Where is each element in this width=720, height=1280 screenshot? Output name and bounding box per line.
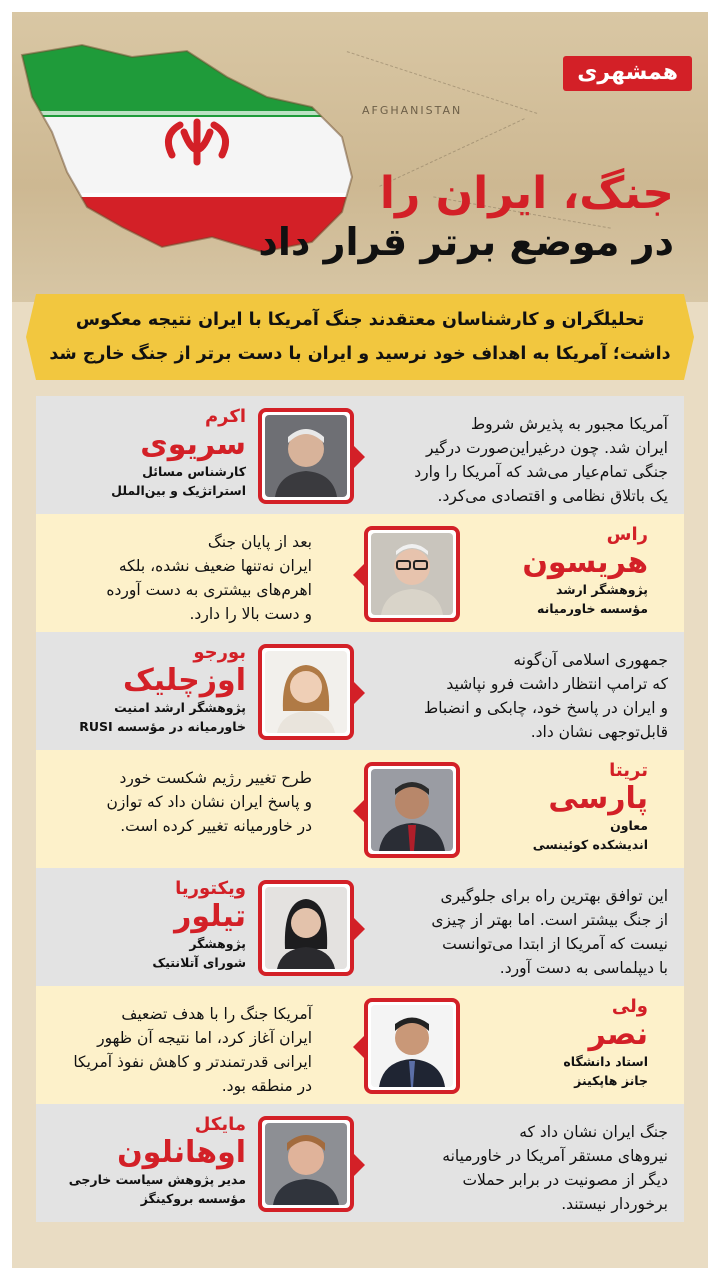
summary-banner	[36, 294, 684, 380]
hamshahri-logo: همشهری	[563, 56, 692, 91]
expert-last-name: هریسون	[522, 545, 648, 580]
headline-line-1: جنگ، ایران را	[379, 168, 674, 219]
expert-first-name: مایکل	[194, 1114, 246, 1135]
quote-line: ایران نه‌تنها ضعیف نشده، بلکه	[118, 557, 312, 575]
expert-last-name: سریوی	[140, 427, 246, 462]
quote-line: جنگی تمام‌عیار می‌شد که آمریکا را وارد	[414, 463, 668, 481]
expert-role: معاون	[610, 818, 648, 833]
expert-quote	[22, 530, 312, 626]
expert-last-name: اوهانلون	[117, 1135, 246, 1170]
expert-affiliation: مؤسسه بروکینگز	[140, 1191, 246, 1206]
expert-row	[36, 396, 684, 514]
expert-quote	[378, 1120, 668, 1216]
quote-line: با دیپلماسی به دست آورد.	[499, 959, 668, 977]
quote-line: نیست که آمریکا از ابتدا می‌توانست	[442, 935, 668, 953]
quote-line: جنگ ایران نشان داد که	[519, 1123, 668, 1141]
map-label-afghanistan: AFGHANISTAN	[362, 104, 463, 117]
headline-line-2: در موضع برتر قرار داد	[258, 219, 674, 264]
expert-portrait	[258, 1116, 354, 1212]
expert-quote	[378, 884, 668, 980]
expert-first-name: راس	[606, 524, 648, 545]
expert-first-name: تریتا	[609, 760, 648, 781]
expert-role: کارشناس مسائل	[142, 464, 246, 479]
expert-portrait	[364, 526, 460, 622]
expert-last-name: اوزچلیک	[122, 663, 246, 698]
expert-name-block	[468, 760, 648, 854]
expert-affiliation: خاورمیانه در مؤسسه RUSI	[79, 719, 246, 734]
expert-name-block	[66, 406, 246, 500]
quote-line: ایرانی قدرتمندتر و کاهش نفوذ آمریکا	[73, 1053, 312, 1071]
quote-line: آمریکا مجبور به پذیرش شروط	[470, 415, 668, 433]
expert-last-name: پارسی	[548, 781, 648, 816]
expert-first-name: ویکتوریا	[175, 878, 246, 899]
quote-line: و پاسخ ایران نشان داد که توازن	[106, 793, 312, 811]
quote-line: دیگر از مصونیت در برابر حملات	[462, 1171, 668, 1189]
quote-line: برخوردار نیستند.	[561, 1195, 668, 1213]
expert-role: پژوهشگر ارشد	[555, 582, 648, 597]
expert-first-name: ولی	[611, 996, 648, 1017]
expert-affiliation: جانز هاپکینز	[574, 1073, 648, 1088]
expert-role: استاد دانشگاه	[563, 1054, 648, 1069]
expert-first-name: اکرم	[204, 406, 246, 427]
expert-portrait	[258, 880, 354, 976]
expert-affiliation: شورای آتلانتیک	[152, 955, 246, 970]
quote-line: اهرم‌های بیشتری به دست آورده	[106, 581, 312, 599]
quote-line: در منطقه بود.	[221, 1077, 312, 1095]
quote-line: و ایران در پاسخ خود، چابکی و انضباط	[423, 699, 668, 717]
quote-line: و دست بالا را دارد.	[189, 605, 312, 623]
expert-row	[36, 750, 684, 868]
expert-quote	[378, 648, 668, 744]
expert-portrait	[364, 762, 460, 858]
expert-role: پژوهشگر	[189, 936, 246, 951]
quote-line: جمهوری اسلامی آن‌گونه	[513, 651, 668, 669]
quote-line: ایران شد. چون درغیراین‌صورت درگیر	[426, 439, 668, 457]
summary-line-1: تحلیلگران و کارشناسان معتقدند جنگ آمریکا با ایران نتیجه معکوس	[75, 310, 645, 330]
expert-first-name: بورجو	[193, 642, 246, 663]
expert-last-name: نصر	[588, 1017, 648, 1052]
expert-last-name: تیلور	[174, 899, 246, 934]
expert-row	[36, 632, 684, 750]
quote-line: طرح تغییر رژیم شکست خورد	[119, 769, 312, 787]
expert-role: مدیر پژوهش سیاست خارجی	[68, 1172, 246, 1187]
quote-line: که ترامپ انتظار داشت فرو نپاشید	[446, 675, 668, 693]
expert-name-block	[66, 642, 246, 736]
summary-line-2: داشت؛ آمریکا به اهداف خود نرسید و ایران با دست برتر از جنگ خارج شد	[49, 344, 671, 364]
quote-line: بعد از پایان جنگ	[207, 533, 312, 551]
quote-line: ایران آغاز کرد، اما نتیجه آن ظهور	[97, 1029, 312, 1047]
expert-name-block	[66, 1114, 246, 1208]
expert-name-block	[468, 996, 648, 1090]
expert-row	[36, 514, 684, 632]
quote-line: این توافق بهترین راه برای جلوگیری	[440, 887, 668, 905]
expert-name-block	[468, 524, 648, 618]
expert-list	[36, 396, 684, 1222]
expert-quote	[378, 412, 668, 508]
expert-portrait	[364, 998, 460, 1094]
quote-line: نیروهای مستقر آمریکا در خاورمیانه	[442, 1147, 668, 1165]
quote-line: قابل‌توجهی نشان داد.	[530, 723, 668, 741]
expert-affiliation: اندیشکده کوئینسی	[532, 837, 648, 852]
quote-line: از جنگ بیشتر است. اما بهتر از چیزی	[431, 911, 668, 929]
expert-affiliation: مؤسسه خاورمیانه	[537, 601, 648, 616]
expert-quote	[22, 1002, 312, 1098]
headline	[258, 170, 674, 263]
quote-line: یک باتلاق نظامی و اقتصادی می‌کرد.	[437, 487, 668, 505]
quote-line: در خاورمیانه تغییر کرده است.	[120, 817, 312, 835]
expert-row	[36, 868, 684, 986]
expert-name-block	[66, 878, 246, 972]
expert-portrait	[258, 408, 354, 504]
expert-portrait	[258, 644, 354, 740]
quote-line: آمریکا جنگ را با هدف تضعیف	[121, 1005, 312, 1023]
expert-affiliation: استراتژیک و بین‌الملل	[111, 483, 246, 498]
infographic-poster	[12, 12, 708, 1268]
expert-quote	[22, 766, 312, 838]
expert-row	[36, 1104, 684, 1222]
expert-role: پژوهشگر ارشد امنیت	[114, 700, 246, 715]
expert-row	[36, 986, 684, 1104]
